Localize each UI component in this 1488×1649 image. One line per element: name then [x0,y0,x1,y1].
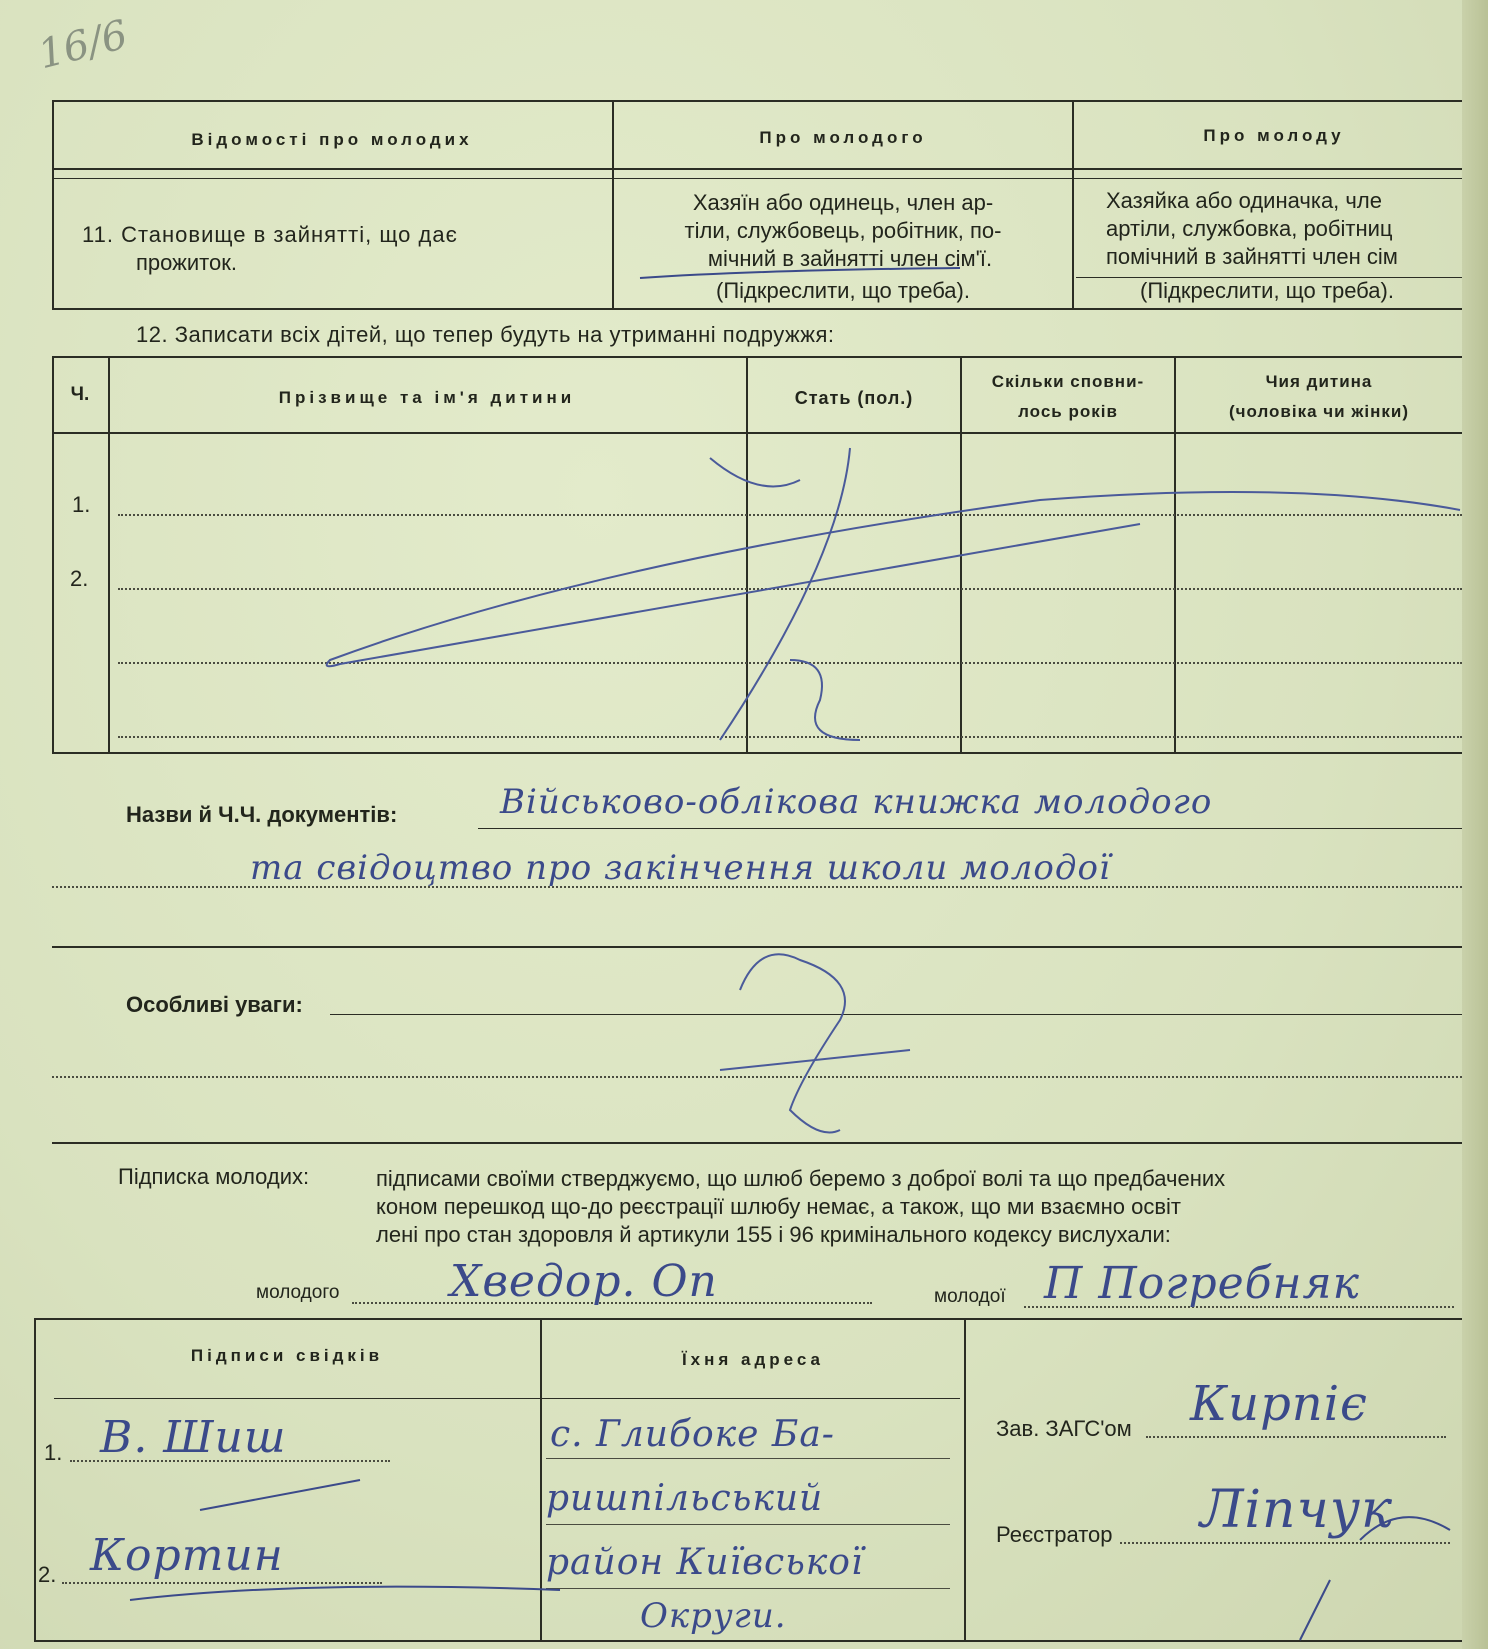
header-col-groom: Про молодого [759,128,927,147]
documents-handwritten-2: та свідоцтво про закінчення школи молодої [250,848,1111,888]
witness-2-signature: Кортин [90,1530,284,1581]
col-age-2: лось років [1018,402,1118,421]
pledge-line-1: підписами своїми стверджуємо, що шлюб беремо з доброї волі та що предбачених [376,1166,1226,1191]
witness-1-signature: В. Шиш [100,1412,287,1463]
col-whose-1: Чия дитина [1265,372,1373,391]
witness-row-2-number: 2. [38,1562,57,1587]
bride-note: (Підкреслити, що треба). [1140,278,1394,303]
witness-address-1: с. Глибоке Ба- [550,1414,835,1455]
zags-head-signature: Кирпіє [1190,1376,1368,1432]
bride-occupation-3: помічний в зайнятті член сім [1106,244,1398,269]
header-col-bride: Про молоду [1203,126,1345,145]
bride-occupation-1: Хазяйка або одиначка, чле [1106,188,1382,213]
bride-signature: П Погребняк [1044,1258,1360,1309]
witness-address-2: ришпільський [546,1478,824,1519]
zags-head-label: Зав. ЗАГС'ом [996,1416,1132,1441]
bride-sign-label: молодої [934,1286,1006,1307]
witness-address-4: Округи. [640,1596,787,1636]
documents-handwritten-1: Військово-облікова книжка молодого [500,782,1213,822]
groom-occupation-1: Хазяїн або одинець, член ар- [692,190,994,215]
witness-address-3: район Київської [546,1542,864,1583]
child-row-2-number: 2. [70,566,89,591]
section12-title: 12. Записати всіх дітей, що тепер будуть на утриманні подружжя: [136,322,835,347]
col-child-name: Прізвище та ім'я дитини [278,388,576,407]
pledge-label: Підписка молодих: [118,1164,310,1189]
child-row-1-number: 1. [72,492,91,517]
row11-label-1: 11. Становище в зайнятті, що дає [82,222,458,247]
pledge-line-2: коном перешкод що-до реєстрації шлюбу немає, а також, що ми взаємно освіт [376,1194,1181,1219]
col-age-1: Скільки сповни- [991,372,1145,391]
witness-signatures-header: Підписи свідків [190,1346,384,1365]
groom-note: (Підкреслити, що треба). [716,278,970,303]
pledge-line-3: лені про стан здоровля й артикули 155 і 96 кримінального кодексу вислухали: [376,1222,1171,1247]
corner-mark: 16/6 [33,11,133,79]
registrar-label: Реєстратор [996,1522,1113,1547]
col-whose-2: (чоловіка чи жінки) [1228,402,1410,421]
groom-occupation-3: мічний в зайнятті член сім'ї. [707,246,993,271]
groom-signature: Хведор. Оп [450,1256,718,1307]
witness-row-1-number: 1. [44,1440,63,1465]
groom-occupation-2: тіли, службовець, робітник, по- [684,218,1002,243]
registrar-signature: Ліпчук [1200,1480,1394,1540]
groom-sign-label: молодого [256,1282,340,1303]
row11-label-2: прожиток. [136,250,237,275]
col-sex: Стать (пол.) [794,388,914,408]
col-number: Ч. [70,384,90,405]
header-col-info: Відомості про молодих [191,130,473,149]
documents-label: Назви й Ч.Ч. документів: [126,802,398,827]
bride-occupation-2: артіли, службовка, робітниц [1106,216,1393,241]
remarks-label: Особливі уваги: [126,992,303,1017]
witness-address-header: Їхня адреса [681,1350,825,1369]
